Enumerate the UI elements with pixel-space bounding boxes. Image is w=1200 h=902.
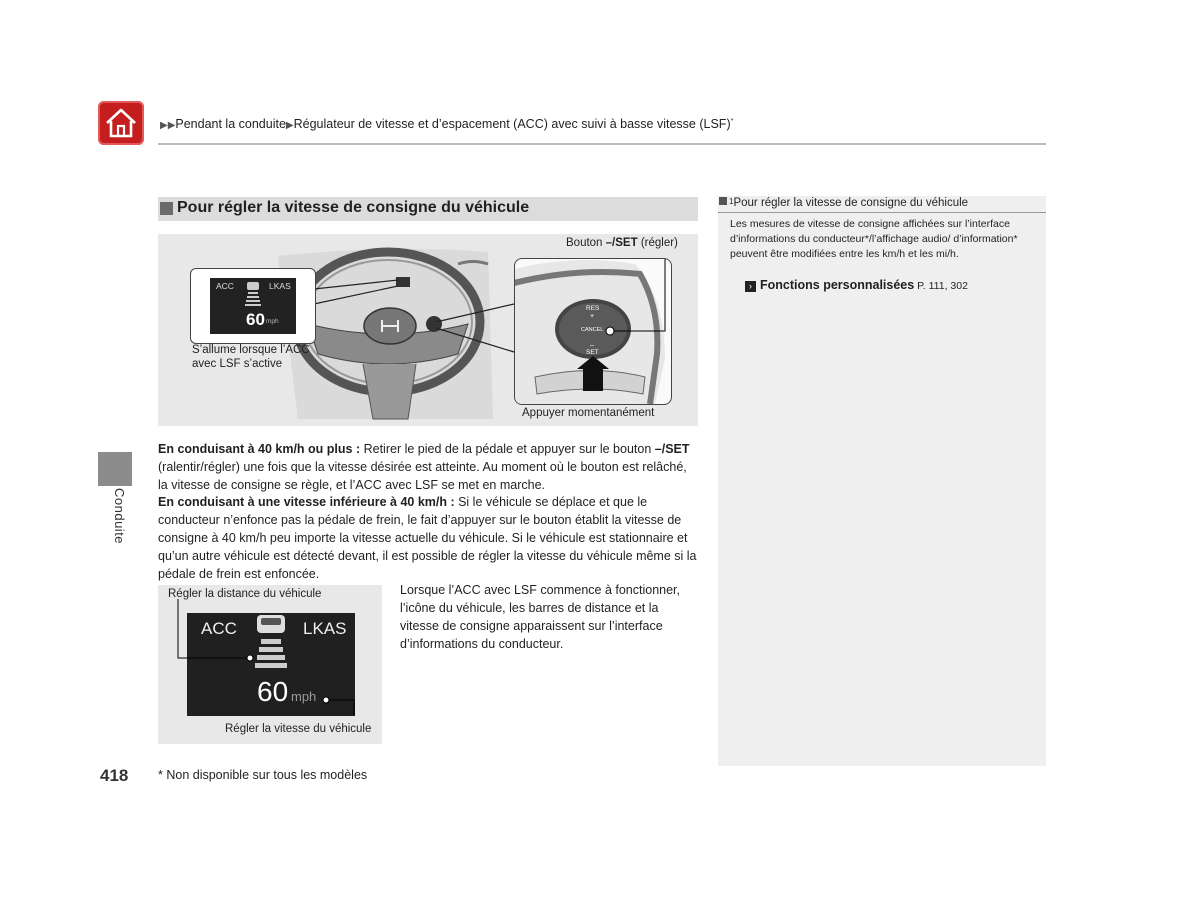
breadcrumb-item-conduite[interactable]: Pendant la conduite bbox=[175, 117, 286, 131]
lkas-indicator-large: LKAS bbox=[303, 619, 347, 638]
note-marker: 1 bbox=[729, 197, 734, 206]
label-acc-indicator: S’allume lorsque l’ACC avec LSF s’active bbox=[192, 344, 310, 370]
side-note-divider bbox=[718, 212, 1046, 213]
label-adjust-distance: Régler la distance du véhicule bbox=[168, 588, 322, 600]
custom-features-link[interactable]: › Fonctions personnalisées P. 111, 302 bbox=[745, 278, 968, 292]
dashboard-callout bbox=[190, 268, 316, 344]
set-speed-value: 60 bbox=[246, 310, 265, 329]
reference-arrow-icon: › bbox=[745, 281, 756, 292]
switch-minus-label: – bbox=[590, 342, 594, 349]
switch-plus-label: + bbox=[590, 313, 595, 320]
header-divider bbox=[158, 143, 1046, 145]
speed-unit-large: mph bbox=[291, 689, 317, 704]
breadcrumb-arrow-icon: ▶ bbox=[285, 120, 294, 131]
speed-unit: mph bbox=[266, 318, 279, 325]
lkas-indicator: LKAS bbox=[269, 281, 291, 291]
set-speed-value-large: 60 bbox=[257, 676, 289, 707]
page-number: 418 bbox=[100, 766, 129, 785]
footnote: * Non disponible sur tous les modèles bbox=[158, 768, 368, 782]
driver-info-screen bbox=[210, 278, 296, 334]
driver-info-figure bbox=[158, 585, 382, 744]
vehicle-icon bbox=[243, 281, 263, 309]
figure2-callout-lines bbox=[158, 585, 382, 744]
breadcrumb-item-acc[interactable]: Régulateur de vitesse et d’espacement (ACC) avec suivi à basse vitesse (LSF) bbox=[293, 117, 731, 131]
steering-switch-inset bbox=[514, 258, 672, 405]
switch-set-label: SET bbox=[586, 349, 599, 356]
section-square-icon bbox=[160, 202, 173, 215]
note-marker-icon bbox=[719, 197, 727, 205]
paragraph-below-40: En conduisant à une vitesse inférieure à 40 km/h : Si le véhicule se déplace et que le conducteur n’enfonce pas la pédale de frein, le fait d’appuyer sur le bouton établit la vitesse de consigne à 40 km/h peu importe la vitesse actuelle du véhicule. Si le véhicule est stationnaire et qu’un autre véhicule est détecté devant, il est possible de régler la vitesse du véhicule même si la pédale de frein est enfoncée. bbox=[158, 495, 697, 581]
breadcrumb-arrow-icon: ▶▶ bbox=[160, 120, 176, 131]
switch-res-label: RES bbox=[586, 305, 600, 312]
side-note-title: 1Pour régler la vitesse de consigne du véhicule bbox=[718, 197, 1046, 212]
acc-indicator-large: ACC bbox=[201, 619, 237, 638]
switch-cancel-label: CANCEL bbox=[581, 327, 604, 333]
paragraph-above-40: En conduisant à 40 km/h ou plus : Retirer le pied de la pédale et appuyer sur le bouton –/SET (ralentir/régler) une fois que la vitesse désirée est atteinte. Au moment où le bouton est relâché, la vitesse de consigne se règle, et l’ACC avec LSF se met en marche. bbox=[158, 442, 690, 492]
home-button[interactable] bbox=[98, 101, 144, 145]
side-note-text: Les mesures de vitesse de consigne affichées sur l’interface d’informations du conducteur*/l’affichage audio/ d’information* peuvent être modifiées entre les km/h et les mi/h. bbox=[730, 218, 1018, 260]
label-press-briefly: Appuyer momentanément bbox=[522, 407, 655, 419]
acc-indicator: ACC bbox=[216, 281, 234, 291]
label-set-button: Bouton –/SET (régler) bbox=[566, 237, 678, 249]
chapter-tab[interactable] bbox=[98, 452, 132, 486]
chapter-label: Conduite bbox=[112, 488, 127, 545]
section-heading bbox=[158, 197, 698, 221]
home-icon bbox=[104, 107, 138, 139]
label-adjust-speed: Régler la vitesse du véhicule bbox=[225, 723, 372, 735]
section-title: Pour régler la vitesse de consigne du véhicule bbox=[177, 199, 530, 216]
figure2-caption: Lorsque l’ACC avec LSF commence à fonctionner, l’icône du véhicule, les barres de distance et la vitesse de consigne apparaissent sur l’interface d’informations du conducteur. bbox=[400, 583, 680, 651]
breadcrumb bbox=[160, 117, 733, 131]
breadcrumb-star: * bbox=[730, 117, 734, 125]
